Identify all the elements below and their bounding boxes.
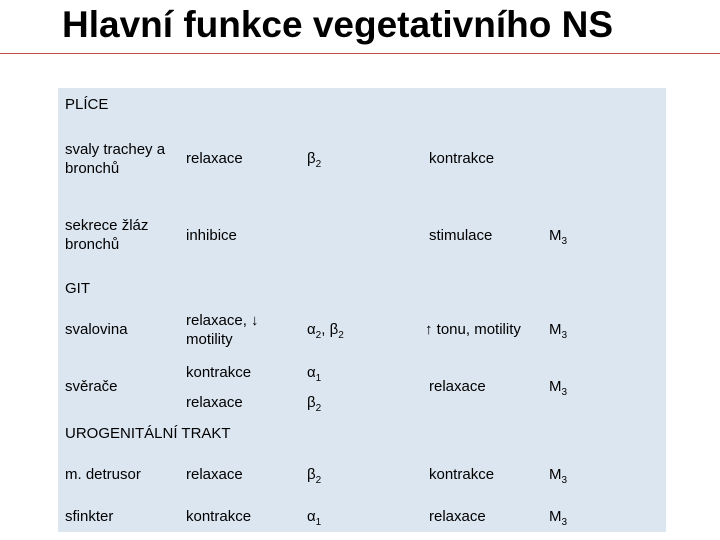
receptor-symbol: α (307, 321, 316, 338)
sverace-parasympathetic-effect: relaxace (429, 378, 486, 395)
organ-svaly-line2: bronchů (65, 160, 120, 177)
organ-svaly-line1: svaly trachey a (65, 141, 166, 158)
receptor-symbol: M (549, 466, 562, 483)
sverace-sympathetic-effect-a: kontrakce (186, 364, 252, 381)
receptor-subscript: 3 (561, 387, 568, 398)
receptor-symbol: M (549, 227, 562, 244)
title-divider (0, 53, 720, 54)
svalovina-sympathetic-receptor (307, 320, 344, 339)
receptor-symbol: α (307, 508, 316, 525)
svaly-sympathetic-effect: relaxace (186, 150, 243, 167)
receptor-symbol: M (549, 378, 562, 395)
receptor-subscript: 2 (315, 403, 322, 414)
receptor-symbol: β (307, 466, 316, 483)
organ-detrusor: m. detrusor (65, 466, 141, 483)
receptor-subscript-2: 2 (338, 330, 344, 341)
sverace-sympathetic-effect-b: relaxace (186, 394, 243, 411)
receptor-subscript: 3 (561, 330, 568, 341)
detrusor-sympathetic-receptor (307, 465, 321, 484)
section-header-urogenital: UROGENITÁLNÍ TRAKT (65, 425, 231, 442)
receptor-subscript: 2 (315, 330, 322, 341)
svalovina-parasympathetic-receptor (549, 320, 567, 339)
sekrece-sympathetic-effect: inhibice (186, 227, 237, 244)
organ-sekrece-line1: sekrece žláz (65, 217, 149, 234)
section-header-plice: PLÍCE (65, 96, 109, 113)
sverace-sympathetic-receptor-a (307, 363, 321, 382)
receptor-subscript: 3 (561, 236, 568, 247)
slide-title: Hlavní funkce vegetativního NS (62, 4, 614, 45)
sverace-parasympathetic-receptor (549, 377, 567, 396)
organ-sekrece-line2: bronchů (65, 236, 120, 253)
receptor-subscript: 2 (315, 159, 322, 170)
svaly-sympathetic-receptor (307, 149, 321, 168)
receptor-subscript: 1 (315, 517, 322, 528)
svalovina-parasympathetic-effect: ↑ tonu, motility (425, 321, 521, 338)
detrusor-parasympathetic-receptor (549, 465, 567, 484)
receptor-subscript: 3 (561, 517, 568, 528)
sfinkter-parasympathetic-receptor (549, 507, 567, 526)
svalovina-sympathetic-effect-line1: relaxace, ↓ (186, 312, 259, 329)
sekrece-parasympathetic-receptor (549, 226, 567, 245)
section-header-git: GIT (65, 280, 90, 297)
receptor-subscript: 3 (561, 475, 568, 486)
organ-sverace: svěrače (65, 378, 118, 395)
svaly-parasympathetic-effect: kontrakce (429, 150, 495, 167)
sfinkter-parasympathetic-effect: relaxace (429, 508, 486, 525)
receptor-symbol: M (549, 321, 562, 338)
organ-sfinkter: sfinkter (65, 508, 114, 525)
sverace-sympathetic-receptor-b (307, 393, 321, 412)
organ-svalovina: svalovina (65, 321, 128, 338)
receptor-symbol: M (549, 508, 562, 525)
svalovina-sympathetic-effect-line2: motility (186, 331, 233, 348)
detrusor-parasympathetic-effect: kontrakce (429, 466, 495, 483)
receptor-symbol-2: , β (321, 321, 339, 338)
receptor-symbol: α (307, 364, 316, 381)
receptor-symbol: β (307, 150, 316, 167)
receptor-subscript: 2 (315, 475, 322, 486)
receptor-subscript: 1 (315, 373, 322, 384)
detrusor-sympathetic-effect: relaxace (186, 466, 243, 483)
sekrece-parasympathetic-effect: stimulace (429, 227, 493, 244)
receptor-symbol: β (307, 394, 316, 411)
sfinkter-sympathetic-receptor (307, 507, 321, 526)
sfinkter-sympathetic-effect: kontrakce (186, 508, 252, 525)
